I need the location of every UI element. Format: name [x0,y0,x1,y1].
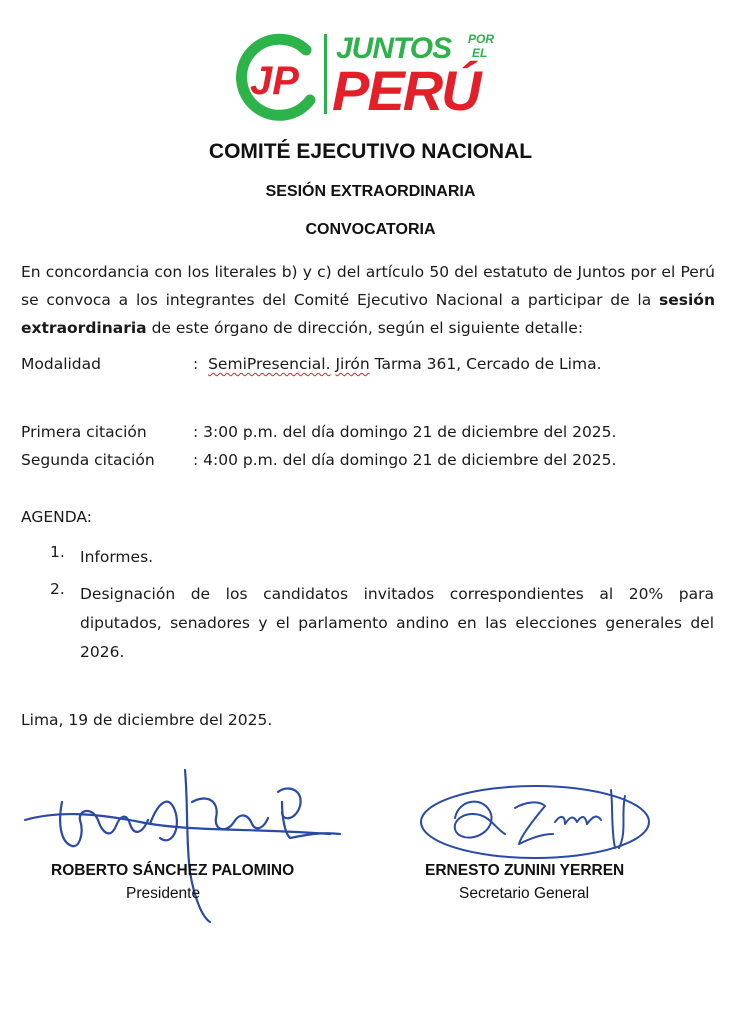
logo-word-peru: PERÚ [332,59,480,122]
signature-secretary-icon [415,778,655,868]
agenda-item-number: 1. [50,543,65,561]
modalidad-value [193,355,602,373]
document-subtitle: SESIÓN EXTRAORDINARIA [265,183,476,200]
intro-bold-text: sesión extraordinaria [21,291,715,337]
party-monogram-icon [228,28,328,124]
primera-citacion-value: : 3:00 p.m. del día domingo 21 de diciembre del 2025. [193,423,617,441]
agenda-item-number: 2. [50,580,65,598]
monogram-text: JP [250,59,299,103]
modalidad-value-1: SemiPresencial. [208,355,331,373]
agenda-item-text: Designación de los candidatos invitados correspondientes al 20% para diputados, senadores y el parlamento andino en las elecciones generales del 2026. [80,585,714,661]
agenda-title: AGENDA: [21,508,92,526]
agenda-item-text: Informes. [80,548,154,566]
segunda-citacion-value: : 4:00 p.m. del día domingo 21 de diciembre del 2025. [193,451,617,469]
place-and-date: Lima, 19 de diciembre del 2025. [21,711,273,729]
modalidad-separator: : [193,355,199,373]
logo-divider [324,34,327,114]
signatory-role-secretary: Secretario General [459,885,590,902]
modalidad-value-3: Tarma 361, Cercado de Lima. [374,355,602,373]
intro-paragraph [21,258,715,342]
logo-word-juntos: JUNTOS [336,32,452,65]
signatory-name-secretary: ERNESTO ZUNINI YERREN [425,862,625,879]
intro-text-2: de este órgano de dirección, según el siguiente detalle: [146,319,584,337]
modalidad-value-2: Jirón [335,355,370,373]
document-title: COMITÉ EJECUTIVO NACIONAL [208,140,533,163]
signature-president-icon [20,762,350,932]
intro-text-1: En concordancia con los literales b) y c) del artículo 50 del estatuto de Juntos por el Perú se convoca a los integrantes del Comité Ejecutivo Nacional a participar de la [21,263,715,309]
primera-citacion-label: Primera citación [21,423,147,441]
document-heading: CONVOCATORIA [305,221,436,238]
party-logo [228,28,518,124]
modalidad-label: Modalidad [21,355,101,373]
logo-word-por: POR [468,32,495,46]
segunda-citacion-label: Segunda citación [21,451,155,469]
signatory-name-president: ROBERTO SÁNCHEZ PALOMINO [51,862,295,879]
logo-word-el: EL [472,46,488,60]
signatory-role-president: Presidente [126,885,201,902]
